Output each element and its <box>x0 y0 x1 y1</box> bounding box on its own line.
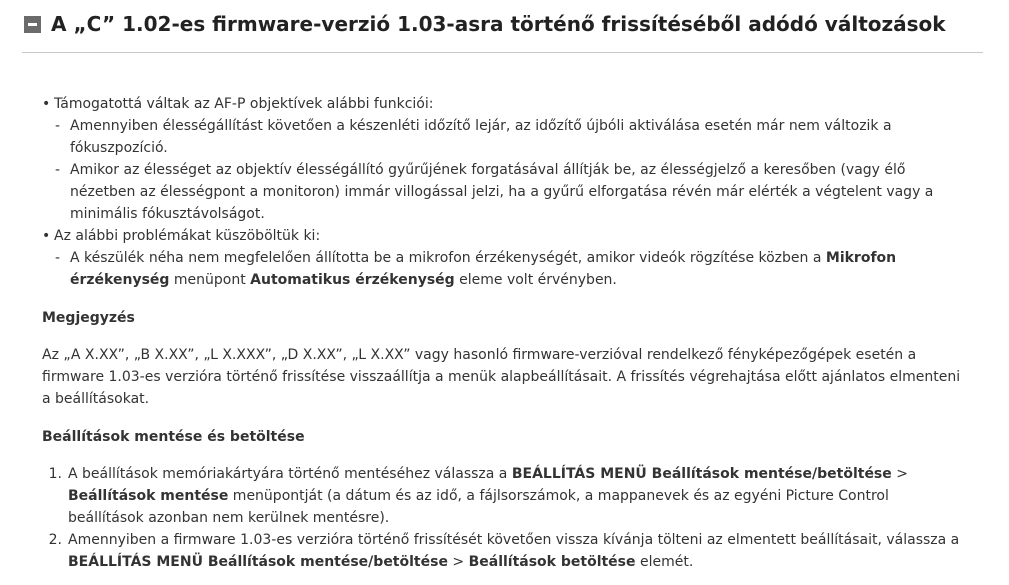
text-run: A beállítások memóriakártyára történő mentéséhez válassza a <box>68 466 512 482</box>
section-header <box>22 10 983 53</box>
text-run: Amennyiben a firmware 1.03-es verzióra történő frissítését követően vissza kívánja tölteni az elmentett beállításait, válassza a <box>68 532 960 548</box>
bullet-marker: • <box>42 96 51 112</box>
bullet-item <box>42 93 962 115</box>
menu-path: BEÁLLÍTÁS MENÜ Beállítások mentése/betöltése <box>511 466 892 482</box>
menu-option-name: Automatikus érzékenység <box>250 272 455 288</box>
text-run: > <box>447 554 469 570</box>
menu-item-name: Mikrofon érzékenység <box>70 250 897 288</box>
settings-heading: Beállítások mentése és betöltése <box>42 429 305 445</box>
sub-item-text <box>70 247 962 291</box>
sub-item <box>42 115 962 159</box>
step-text <box>68 463 962 529</box>
dash-marker: - <box>55 162 61 178</box>
section-content <box>42 93 962 573</box>
menu-option-name: Beállítások betöltése <box>468 554 636 570</box>
menu-path: BEÁLLÍTÁS MENÜ Beállítások mentése/betöltése <box>68 554 448 570</box>
sub-item <box>42 159 962 225</box>
text-run: menüpont <box>169 272 251 288</box>
section-title: A „C” 1.02-es firmware-verzió 1.03-asra történő frissítéséből adódó változások <box>51 12 946 36</box>
step-item <box>42 529 962 573</box>
note-text: Az „A X.XX”, „B X.XX”, „L X.XXX”, „D X.XX”, „L X.XX” vagy hasonló firmware-verzióval rendelkező fényképezőgépek esetén a firmware 1.03-es verzióra történő frissítése visszaállítja a menük alapbeállításait. A frissítés végrehajtása előtt ajánlatos elmenteni a beállításokat. <box>42 347 961 407</box>
dash-marker: - <box>55 118 61 134</box>
step-number: 2. <box>48 532 62 548</box>
sub-item <box>42 247 962 291</box>
text-run: menüpontját (a dátum és az idő, a fájlsorszámok, a mappanevek és az egyéni Picture Control beállítások azonban nem kerülnek mentésre). <box>68 488 889 526</box>
bullet-marker: • <box>42 228 51 244</box>
dash-marker: - <box>55 250 61 266</box>
text-run: elemét. <box>635 554 694 570</box>
bullet-item <box>42 225 962 247</box>
menu-option-name: Beállítások mentése <box>68 488 229 504</box>
bullet-text: Az alábbi problémákat küszöböltük ki: <box>54 228 321 244</box>
step-item <box>42 463 962 529</box>
bullet-text: Támogatottá váltak az AF-P objektívek alábbi funkciói: <box>54 96 434 112</box>
note-heading: Megjegyzés <box>42 310 135 326</box>
settings-steps-list <box>42 463 962 573</box>
collapse-toggle-icon[interactable] <box>24 16 41 33</box>
step-text <box>68 529 962 573</box>
sub-item-text: Amennyiben élességállítást követően a készenléti időzítő lejár, az időzítő újbóli aktiválása esetén már nem változik a fókuszpozíció. <box>70 118 892 156</box>
text-run: eleme volt érvényben. <box>454 272 617 288</box>
step-number: 1. <box>48 466 62 482</box>
sub-item-text: Amikor az élességet az objektív élességállító gyűrűjének forgatásával állítják be, az élességjelző a keresőben (vagy élő nézetben az élességpont a monitoron) immár villogással jelzi, ha a gyűrű elforgatása révén már elérték a végtelent vagy a minimális fókusztávolságot. <box>70 162 934 222</box>
text-run: > <box>891 466 908 482</box>
text-run: A készülék néha nem megfelelően állította be a mikrofon érzékenységét, amikor videók rögzítése közben a <box>70 250 826 266</box>
